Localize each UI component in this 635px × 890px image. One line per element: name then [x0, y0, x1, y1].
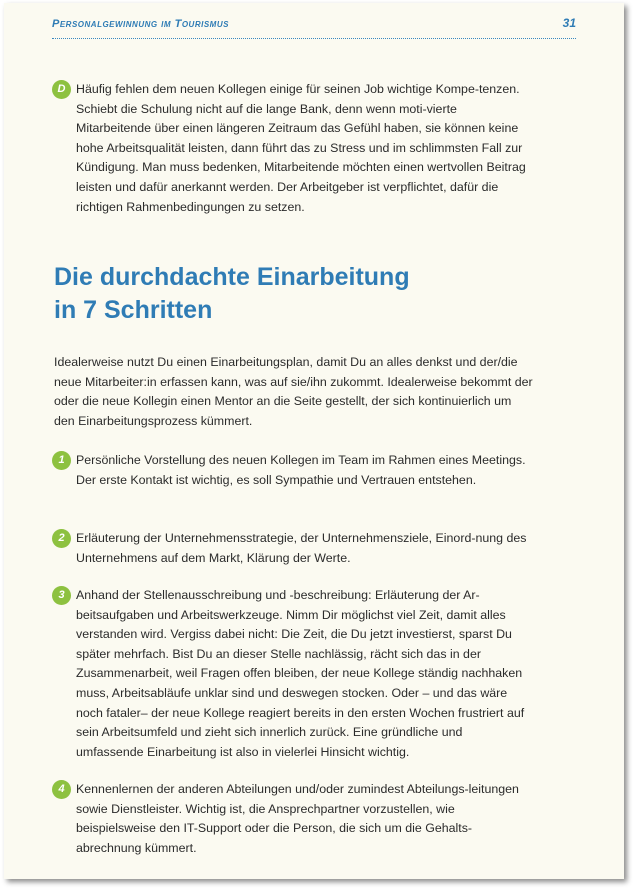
step-3: [52, 586, 530, 762]
step-marker-d: D: [52, 80, 71, 99]
step-marker-4: 4: [52, 780, 71, 799]
step-1: [52, 451, 530, 490]
page-number: 31: [562, 16, 576, 30]
section-heading-line-1: Die durchdachte Einarbeitung: [54, 263, 410, 291]
step-marker-1: 1: [52, 451, 71, 470]
section-heading: [54, 261, 554, 327]
running-header: [52, 16, 576, 39]
step-text: Anhand der Stellenausschreibung und -beschreibung: Erläuterung der Ar-beitsaufgaben und Arbeitswerkzeuge. Nimm Dir möglichst viel Zeit, damit alles verstanden wird. Vergiss dabei nicht: Die Zeit, die Du jetzt investierst, sparst Du später mehrfach. Bist Du an dieser Stelle nachlässig, rächt sich das in der Zusammenarbeit, weil Fragen offen bleiben, der neue Kollege ständig nachhaken muss, Arbeitsabläufe unklar sind und deswegen stocken. Oder – und das wäre noch fataler– der neue Kollege reagiert bereits in den ersten Wochen frustriert auf sein Arbeitsumfeld und zieht sich innerlich zurück. Eine gründliche und umfassende Einarbeitung ist also in vielerlei Hinsicht wichtig.: [76, 588, 525, 759]
step-text: Persönliche Vorstellung des neuen Kollegen im Team im Rahmen eines Meetings. Der erste Kontakt ist wichtig, es soll Sympathie und Vertrauen entstehen.: [76, 453, 526, 487]
step-4: [52, 780, 530, 858]
header-title: Personalgewinnung im Tourismus: [52, 18, 229, 30]
book-page: [4, 3, 624, 879]
step-marker-3: 3: [52, 586, 71, 605]
section-heading-line-2: in 7 Schritten: [54, 296, 213, 324]
intro-paragraph: Idealerweise nutzt Du einen Einarbeitungsplan, damit Du an alles denkst und der/die neue Mitarbeiter:in erfassen kann, was auf sie/ihn zukommt. Idealerweise bekommt der oder die neue Kollegin einen Mentor an die Seite gestellt, der sich kontinuierlich um den Einarbeitungsprozess kümmert.: [54, 355, 533, 428]
step-text: Kennenlernen der anderen Abteilungen und/oder zumindest Abteilungs-leitungen sowie Dienstleister. Wichtig ist, die Ansprechpartner vorzustellen, wie beispielsweise den IT-Support oder die Person, die sich um die Gehalts-abrechnung kümmert.: [76, 782, 519, 855]
step-text: Erläuterung der Unternehmensstrategie, der Unternehmensziele, Einord-nung des Unternehmens auf dem Markt, Klärung der Werte.: [76, 531, 527, 565]
step-marker-2: 2: [52, 529, 71, 548]
step-2: [52, 529, 530, 568]
list-item-d: [52, 80, 530, 217]
list-item-text: Häufig fehlen dem neuen Kollegen einige für seinen Job wichtige Kompe-tenzen. Schiebt die Schulung nicht auf die lange Bank, denn wenn moti-vierte Mitarbeitende über einen längeren Zeitraum das Gefühl haben, sie können keine hohe Arbeitsqualität leisten, dann führt das zu Stress und im schlimmsten Fall zur Kündigung. Man muss bedenken, Mitarbeitende möchten einen wertvollen Beitrag leisten und dafür anerkannt werden. Der Arbeitgeber ist verpflichtet, dafür die richtigen Rahmenbedingungen zu setzen.: [76, 82, 526, 214]
